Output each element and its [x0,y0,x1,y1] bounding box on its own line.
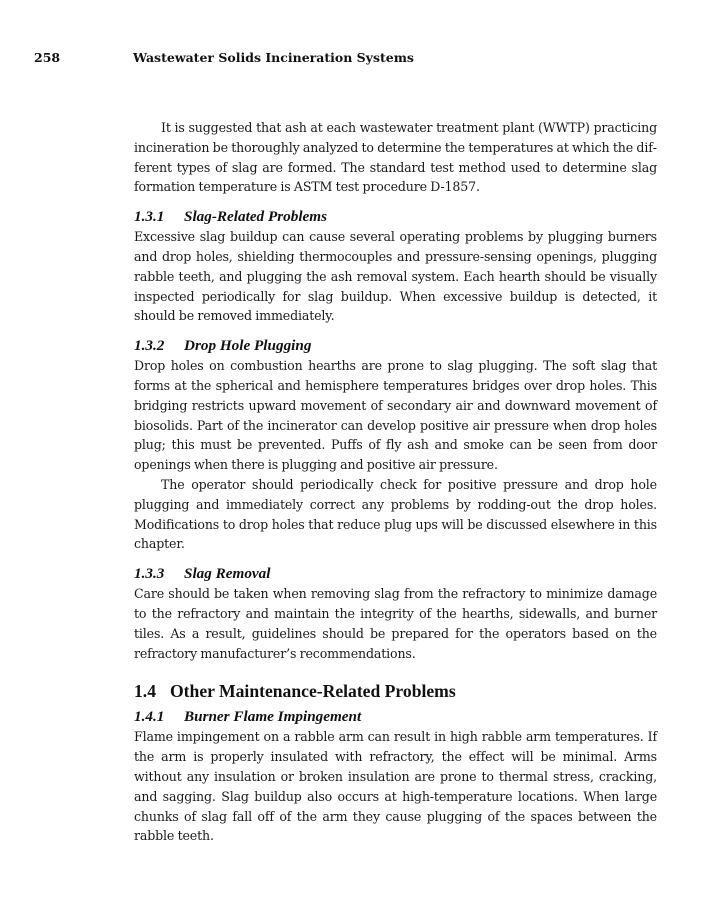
intro-paragraph: It is suggested that ash at each wastewater treatment plant (WWTP) practicing incineration be thoroughly analyzed to determine the temperatures at which the different types of slag are formed. The standard test method used to determine slag formation temperature is ASTM test procedure D-1857. [134,120,657,195]
slag-problems-paragraph: Excessive slag buildup can cause several operating problems by plugging burners and drop holes, shielding thermocouples and pressure-sensing openings, plugging rabble teeth, and plugging the ash removal system. Each hearth should be visually inspected periodically for slag buildup. When excessive buildup is detected, it should be removed immediately. [134,229,657,324]
flame-impingement-paragraph: Flame impingement on a rabble arm can result in high rabble arm temperatures. If the arm is properly insulated with refractory, the effect will be minimal. Arms without any insulation or broken insulation are prone to thermal stress, cracking, and sagging. Slag buildup also occurs at high-temperature locations. When large chunks of slag fall off of the arm they cause plugging of the spaces between the rabble teeth. [134,729,657,844]
subsection-heading-1-4-1 [134,707,657,727]
page-number: 258 [34,50,61,65]
subsection-number: 1.3.2 [134,337,165,355]
subsection-heading-1-3-2 [134,336,657,356]
running-title: Wastewater Solids Incineration Systems [133,50,414,65]
subsection-number: 1.4.1 [134,708,165,726]
section-title: Other Maintenance-Related Problems [170,681,456,702]
subsection-title: Burner Flame Impingement [184,708,362,726]
drop-hole-paragraph-1: Drop holes on combustion hearths are prone to slag plugging. The soft slag that forms at the spherical and hemisphere temperatures bridges over drop holes. This bridging restricts upward movement of secondary air and downward movement of biosolids. Part of the incinerator can develop positive air pressure when drop holes plug; this must be prevented. Puffs of fly ash and smoke can be seen from door openings when there is plugging and positive air pressure. [134,358,657,473]
section-number: 1.4 [134,681,156,702]
subsection-title: Slag Removal [184,565,271,583]
subsection-title: Drop Hole Plugging [184,337,312,355]
drop-hole-paragraph-2: The operator should periodically check for positive pressure and drop hole plugging and immediately correct any problems by rodding-out the drop holes. Modifications to drop holes that reduce plug ups will be discussed elsewhere in this chapter. [134,476,657,552]
subsection-title: Slag-Related Problems [184,208,328,226]
subsection-number: 1.3.3 [134,565,165,583]
slag-removal-paragraph: Care should be taken when removing slag from the refractory to minimize damage to the refractory and maintain the integrity of the hearths, sidewalls, and burner tiles. As a result, guidelines should be prepared for the operators based on the refractory manufacturer’s recommendations. [134,586,657,661]
running-head [34,49,414,67]
subsection-number: 1.3.1 [134,208,165,226]
subsection-heading-1-3-1 [134,207,657,227]
subsection-heading-1-3-3 [134,564,657,584]
body-text [134,118,657,846]
section-heading-1-4 [134,680,657,702]
